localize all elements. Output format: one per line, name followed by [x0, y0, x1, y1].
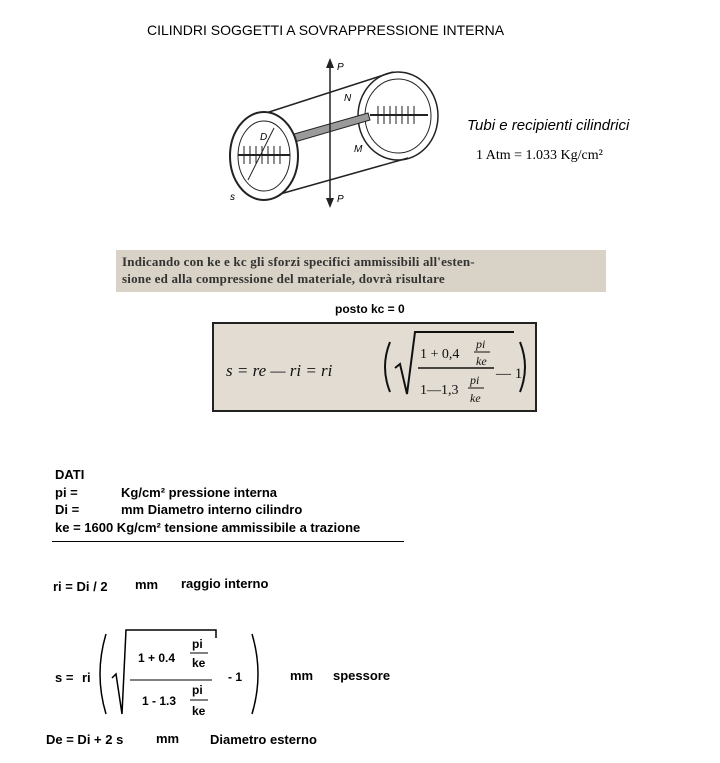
- ke-line: ke = 1600 Kg/cm² tensione ammissibile a trazione: [55, 520, 361, 535]
- book-den-pi: pi: [470, 373, 480, 387]
- di-label: Di =: [55, 502, 80, 517]
- book-formula: [214, 324, 535, 410]
- s-right-paren: [252, 634, 258, 714]
- s-den-ke: ke: [192, 704, 206, 718]
- cylinder-diagram: [218, 58, 468, 218]
- di-unit: mm Diametro interno cilindro: [121, 502, 303, 517]
- label-p-top: P: [337, 62, 344, 73]
- label-s: s: [230, 192, 235, 203]
- s-lhs: s =: [55, 670, 74, 685]
- arrow-down-icon: [326, 198, 334, 208]
- posto-kc: posto kc = 0: [335, 302, 405, 316]
- de-expr: De = Di + 2 s: [46, 732, 124, 747]
- s-formula-graphic: [98, 628, 266, 720]
- left-paren: [385, 342, 390, 392]
- de-desc: Diametro esterno: [210, 732, 317, 747]
- s-unit: mm: [290, 668, 314, 683]
- ri-expr: ri = Di / 2: [53, 579, 108, 594]
- s-num-prefix: 1 + 0.4: [138, 651, 176, 665]
- s-num-ke: ke: [192, 656, 206, 670]
- s-left-paren: [100, 634, 106, 714]
- arrow-up-icon: [326, 58, 334, 68]
- s-ri: ri: [82, 670, 91, 685]
- label-p-bottom: P: [337, 194, 344, 205]
- book-minus-one: — 1: [496, 366, 523, 382]
- atm-conversion: 1 Atm = 1.033 Kg/cm²: [476, 148, 603, 163]
- page-title: CILINDRI SOGGETTI A SOVRAPPRESSIONE INTERNA: [147, 22, 505, 38]
- subtitle: Tubi e recipienti cilindrici: [467, 117, 630, 134]
- de-unit: mm: [156, 731, 180, 746]
- ri-unit: mm: [135, 577, 159, 592]
- scanned-line-2: sione ed alla compressione del materiale, dovrà risultare: [122, 271, 445, 286]
- s-minus-one: - 1: [228, 670, 243, 684]
- s-num-pi: pi: [192, 637, 203, 651]
- data-header: DATI: [55, 467, 85, 482]
- s-desc: spessore: [333, 668, 391, 683]
- label-m: M: [354, 144, 363, 155]
- book-den-prefix: 1—1,3: [420, 383, 459, 398]
- scanned-line-1: Indicando con ke e kc gli sforzi specifici ammissibili all'esten-: [122, 254, 475, 269]
- label-n: N: [344, 93, 352, 104]
- label-d: D: [260, 132, 268, 143]
- book-num-pi: pi: [476, 337, 486, 351]
- s-den-pi: pi: [192, 683, 203, 697]
- divider: [52, 541, 404, 542]
- book-num-ke: ke: [476, 354, 487, 368]
- pi-unit: Kg/cm² pressione interna: [121, 485, 278, 500]
- book-den-ke: ke: [470, 391, 481, 405]
- book-num-prefix: 1 + 0,4: [420, 347, 460, 362]
- ri-desc: raggio interno: [181, 576, 269, 591]
- scanned-text-strip: [116, 250, 606, 292]
- book-formula-box: [212, 322, 537, 412]
- book-lhs: s = re — ri = ri: [226, 361, 333, 380]
- pi-label: pi =: [55, 485, 78, 500]
- s-den-prefix: 1 - 1.3: [142, 694, 177, 708]
